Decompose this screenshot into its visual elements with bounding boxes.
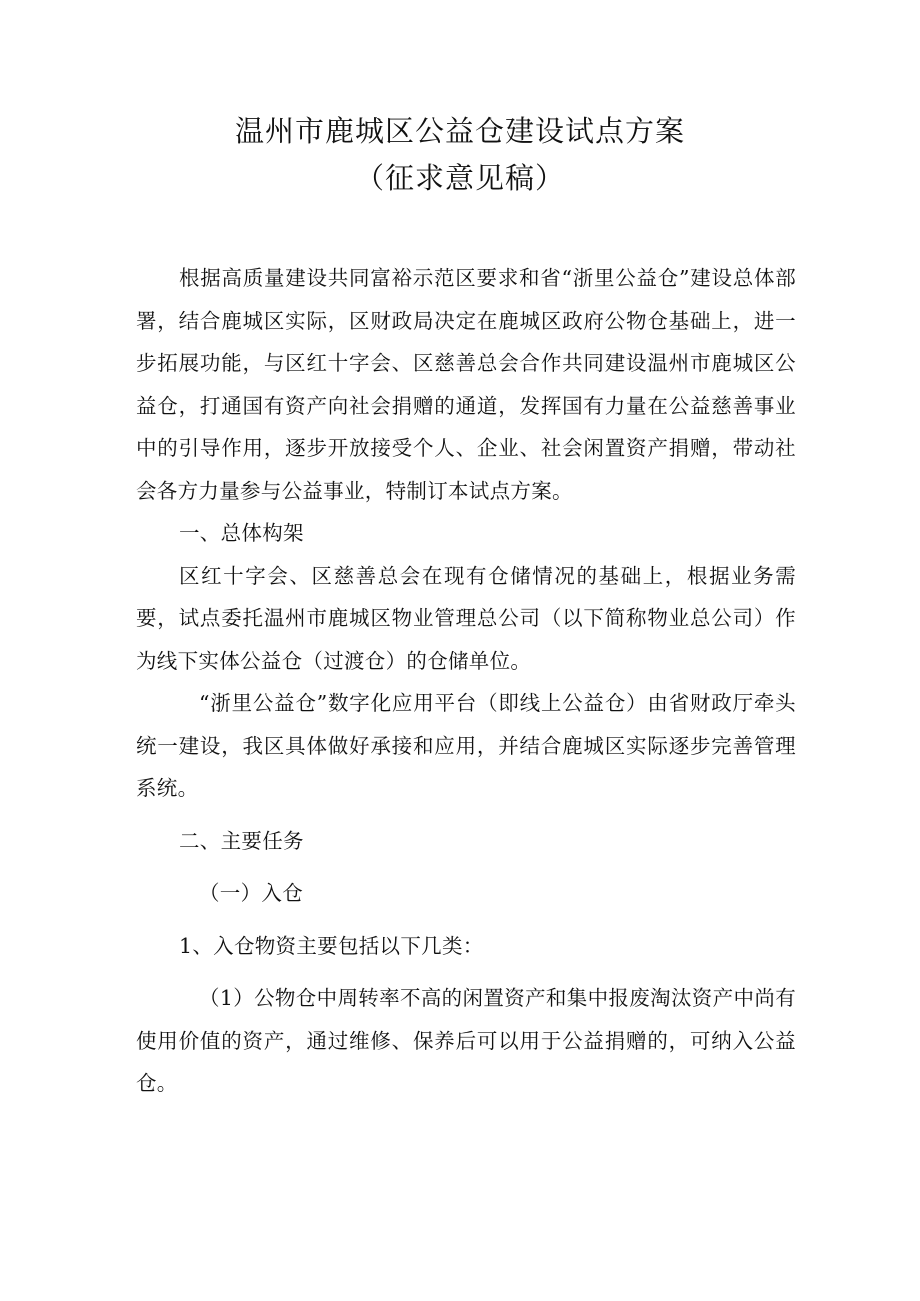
section-heading-main-tasks: 二、主要任务: [179, 828, 304, 853]
document-subtitle: （征求意见稿）: [354, 161, 565, 195]
intro-paragraph: 根据高质量建设共同富裕示范区要求和省“浙里公益仓”建设总体部署，结合鹿城区实际，区财政局决定在鹿城区政府公物仓基础上，进一步拓展功能，与区红十字会、区慈善总会合作共同建设温州市鹿城区公益仓，打通国有资产向社会捐赠的通道，发挥国有力量在公益慈善事业中的引导作用，逐步开放接受个人、企业、社会闲置资产捐赠，带动社会各方力量参与公益事业，特制订本试点方案。: [136, 266, 796, 503]
section-heading-overall-framework: 一、总体构架: [179, 521, 304, 545]
list-item-inbound-materials: 1、入仓物资主要包括以下几类：: [179, 933, 484, 958]
paragraph-digital-platform: “浙里公益仓”数字化应用平台（即线上公益仓）由省财政厅牵头统一建设，我区具体做好承接和应用，并结合鹿城区实际逐步完善管理系统。: [136, 691, 796, 800]
document-body: [136, 257, 796, 1105]
paragraph-warehouse-unit: 区红十字会、区慈善总会在现有仓储情况的基础上，根据业务需要，试点委托温州市鹿城区物业管理总公司（以下简称物业总公司）作为线下实体公益仓（过渡仓）的仓储单位。: [136, 563, 796, 673]
document-title: 温州市鹿城区公益仓建设试点方案: [234, 114, 685, 148]
subsection-heading-storage-in: （一）入仓: [199, 881, 303, 905]
list-item-idle-assets: （1）公物仓中周转率不高的闲置资产和集中报废淘汰资产中尚有使用价值的资产，通过维修、保养后可以用于公益捐赠的，可纳入公益仓。: [136, 986, 796, 1095]
